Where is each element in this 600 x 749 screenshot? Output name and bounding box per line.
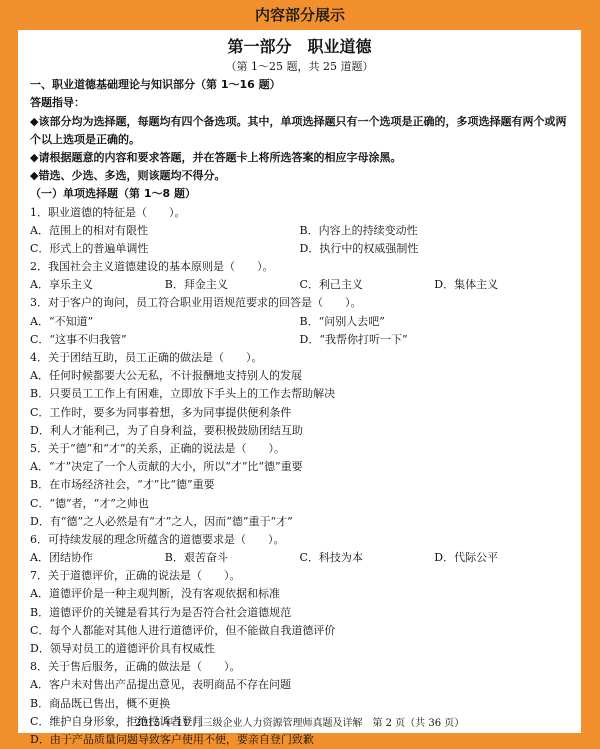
part-subtitle: （第 1～25 题，共 25 道题）	[225, 60, 374, 73]
option: D．“我帮你打听一下”	[299, 332, 408, 346]
options-row	[30, 276, 569, 294]
option: D．执行中的权威强制性	[299, 241, 419, 255]
guide-item: ◆请根据题意的内容和要求答题，并在答题卡上将所选答案的相应字母涂黑。	[30, 150, 402, 164]
option: B．拜金主义	[164, 278, 228, 292]
guide-title: 答题指导：	[30, 96, 85, 110]
option: C．每个人都能对其他人进行道德评价，但不能做自我道德评价	[30, 623, 336, 637]
option: C．科技为本	[299, 551, 363, 565]
option: B．艰苦奋斗	[164, 551, 228, 565]
option: A．任何时候都要大公无私，不计报酬地支持别人的发展	[30, 369, 302, 383]
option: A．“不知道”	[30, 314, 94, 328]
document-page	[18, 30, 581, 746]
options-row	[30, 222, 569, 240]
option: C．形式上的普遍单调性	[30, 241, 149, 255]
option: B．商品既已售出，概不更换	[30, 696, 171, 710]
option: B．“问别人去吧”	[299, 314, 385, 328]
option: C．工作时，要多为同事着想，多为同事提供便利条件	[30, 405, 292, 419]
option: D．领导对员工的道德评价具有权威性	[30, 642, 215, 656]
question: 8．关于售后服务，正确的做法是（ ）。	[30, 660, 241, 674]
question: 3．对于客户的询问，员工符合职业用语规范要求的回答是（ ）。	[30, 296, 362, 310]
guide-item: ◆该部分均为选择题，每题均有四个备选项。其中，单项选择题只有一个选项是正确的，多项选择题有两个或两个以上选项是正确的。	[30, 114, 567, 146]
option: A．道德评价是一种主观判断，没有客观依据和标准	[30, 587, 280, 601]
part-title: 第一部分 职业道德	[227, 37, 372, 56]
options-row	[30, 331, 569, 349]
question: 6．可持续发展的理念所蕴含的道德要求是（ ）。	[30, 532, 285, 546]
option: A．享乐主义	[30, 278, 93, 292]
options-row	[30, 549, 569, 567]
subsection-heading: （一）单项选择题（第 1～8 题）	[30, 187, 196, 201]
option: A．团结协作	[30, 551, 93, 565]
option: D．集体主义	[434, 278, 499, 292]
option: D．有“德”之人必然是有“才”之人，因而“德”重于“才”	[30, 514, 293, 528]
option: C．“这事不归我管”	[30, 332, 127, 346]
question: 5．关于“德”和“才”的关系，正确的说法是（ ）。	[30, 441, 285, 455]
option: B．道德评价的关键是看其行为是否符合社会道德规范	[30, 605, 292, 619]
option: A．“才”决定了一个人贡献的大小，所以“才”比“德”重要	[30, 460, 303, 474]
option: D．利人才能利己，为了自身利益，要积极鼓励团结互助	[30, 423, 303, 437]
option: B．内容上的持续变动性	[299, 223, 418, 237]
option: D．由于产品质量问题导致客户使用不便，要亲自登门致歉	[30, 732, 314, 746]
option: C．利己主义	[299, 278, 363, 292]
section-heading: 一、职业道德基础理论与知识部分（第 1～16 题）	[30, 78, 281, 92]
option: A．客户未对售出产品提出意见，表明商品不存在问题	[30, 678, 291, 692]
options-row	[30, 240, 569, 258]
option: D．代际公平	[434, 551, 499, 565]
question: 7．关于道德评价，正确的说法是（ ）。	[30, 569, 241, 583]
guide-item: ◆错选、少选、多选，则该题均不得分。	[30, 169, 226, 183]
option: C．维护自身形象，拒绝投诉者登门	[30, 714, 204, 728]
option: C．“德”者，“才”之帅也	[30, 496, 149, 510]
option: A．范围上的相对有限性	[30, 223, 148, 237]
page-footer: 2015 年 11 月三级企业人力资源管理师真题及详解 第 2 页（共 36 页）	[134, 718, 465, 729]
question: 2．我国社会主义道德建设的基本原则是（ ）。	[30, 260, 274, 274]
option: B．在市场经济社会，“才”比“德”重要	[30, 478, 215, 492]
banner-title: 内容部分展示	[254, 6, 345, 24]
option: B．只要员工工作上有困难，立即放下手头上的工作去帮助解决	[30, 387, 336, 401]
question: 1．职业道德的特征是（ ）。	[30, 205, 186, 219]
question: 4．关于团结互助，员工正确的做法是（ ）。	[30, 351, 263, 365]
options-row	[30, 313, 569, 331]
